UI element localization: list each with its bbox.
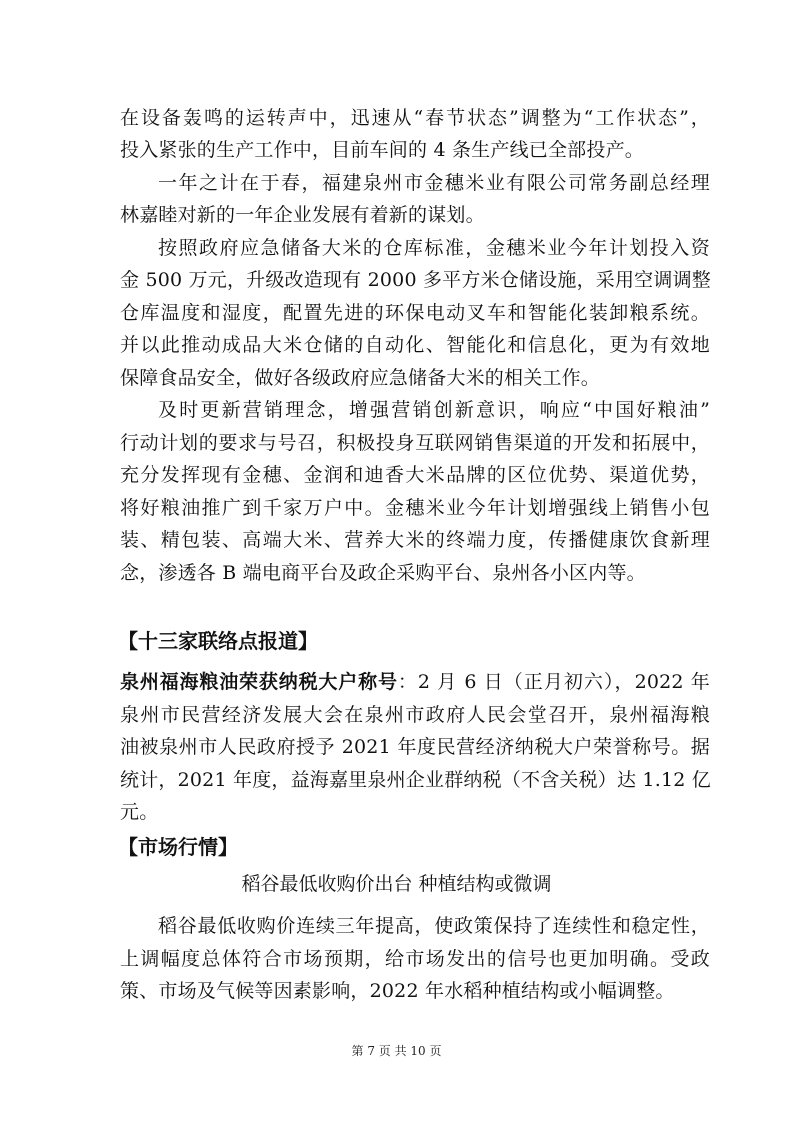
paragraph-line: 稻谷最低收购价连续三年提高，使政策保持了连续性和稳定性， bbox=[158, 915, 710, 937]
paragraph-line: 按照政府应急储备大米的仓库标准，金穗米业今年计划投入资 bbox=[158, 237, 710, 259]
paragraph-line: 林嘉睦对新的一年企业发展有着新的谋划。 bbox=[120, 204, 485, 226]
paragraph-line: 将好粮油推广到千家万户中。金穗米业今年计划增强线上销售小包 bbox=[120, 497, 710, 519]
paragraph-line: 元。 bbox=[120, 801, 159, 823]
paragraph-line: 充分发挥现有金穗、金润和迪香大米品牌的区位优势、渠道优势， bbox=[120, 464, 710, 486]
section-heading-liaison-reports: 【十三家联络点报道】 bbox=[118, 629, 318, 653]
paragraph-line: 上调幅度总体符合市场预期，给市场发出的信号也更加明确。受政 bbox=[120, 948, 710, 970]
paragraph-line: 统计，2021 年度，益海嘉里泉州企业群纳税（不含关税）达 1.12 亿 bbox=[120, 769, 711, 791]
paragraph-line: 投入紧张的生产工作中，目前车间的 4 条生产线已全部投产。 bbox=[120, 139, 644, 161]
paragraph-line: 策、市场及气候等因素影响，2022 年水稻种植结构或小幅调整。 bbox=[120, 980, 675, 1002]
paragraph-line: 念，渗透各 B 端电商平台及政企采购平台、泉州各小区内等。 bbox=[120, 562, 646, 584]
news-lead-title: 泉州福海粮油荣获纳税大户称号 bbox=[120, 671, 398, 693]
paragraph-line: 仓库温度和湿度，配置先进的环保电动叉车和智能化装卸粮系统。 bbox=[120, 302, 710, 324]
news-lead-line bbox=[120, 672, 710, 694]
section-heading-market: 【市场行情】 bbox=[118, 835, 238, 859]
paragraph-line: 金 500 万元，升级改造现有 2000 多平方米仓储设施，采用空调调整 bbox=[120, 269, 711, 291]
paragraph-line: 油被泉州市人民政府授予 2021 年度民营经济纳税大户荣誉称号。据 bbox=[120, 736, 710, 758]
page-number: 第 7 页 共 10 页 bbox=[351, 1044, 442, 1058]
paragraph-line: 在设备轰鸣的运转声中，迅速从“春节状态”调整为“工作状态”， bbox=[120, 107, 710, 129]
paragraph-line: 保障食品安全，做好各级政府应急储备大米的相关工作。 bbox=[120, 367, 601, 389]
paragraph-line: 并以此推动成品大米仓储的自动化、智能化和信息化，更为有效地 bbox=[120, 334, 710, 356]
paragraph-line: 及时更新营销理念，增强营销创新意识，响应“中国好粮油” bbox=[158, 399, 710, 421]
paragraph-line: 装、精包装、高端大米、营养大米的终端力度，传播健康饮食新理 bbox=[120, 529, 710, 551]
paragraph-line: 行动计划的要求与号召，积极投身互联网销售渠道的开发和拓展中， bbox=[120, 432, 710, 454]
news-lead-text: ：2 月 6 日（正月初六），2022 年 bbox=[397, 671, 710, 693]
paragraph-line: 一年之计在于春，福建泉州市金穗米业有限公司常务副总经理 bbox=[158, 172, 710, 194]
article-title: 稻谷最低收购价出台 种植结构或微调 bbox=[241, 873, 552, 895]
paragraph-line: 泉州市民营经济发展大会在泉州市政府人民会堂召开，泉州福海粮 bbox=[120, 704, 710, 726]
